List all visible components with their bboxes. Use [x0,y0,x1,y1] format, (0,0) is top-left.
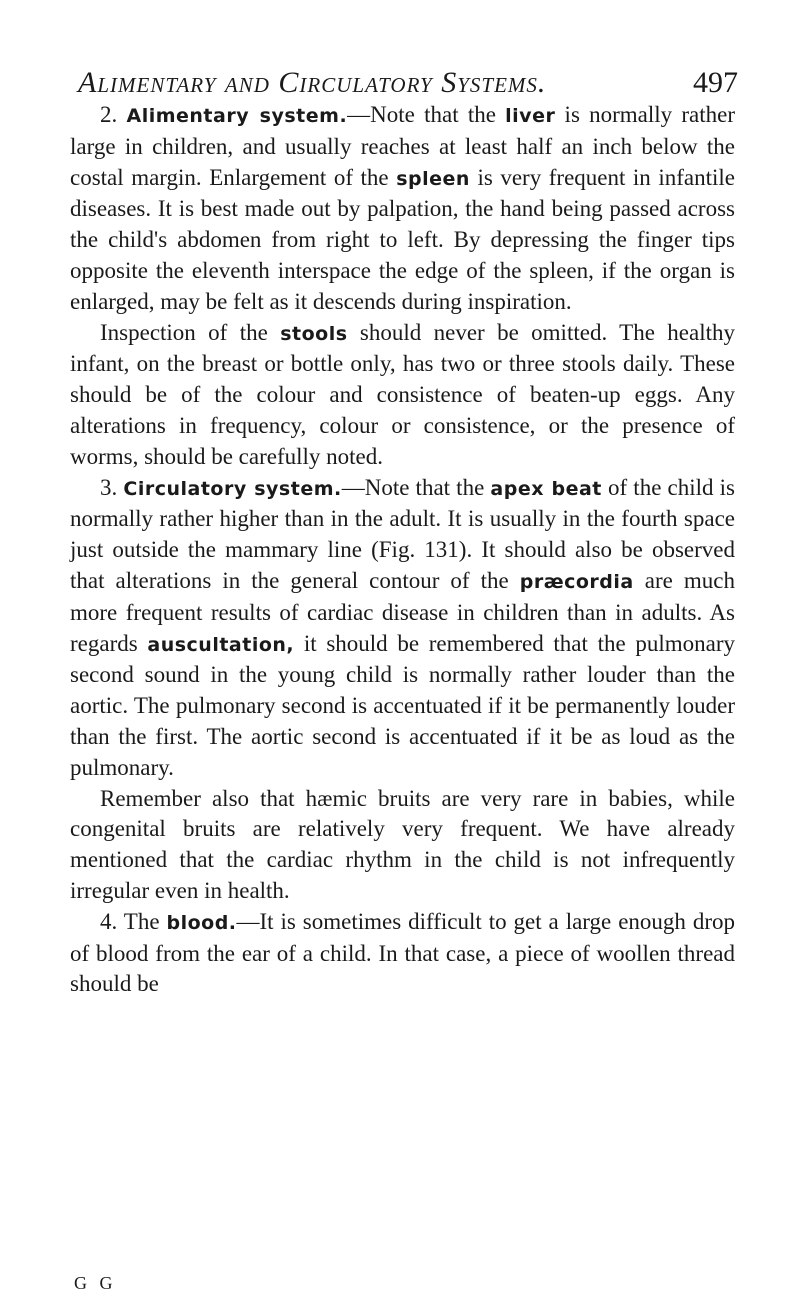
paragraph-circulatory-system [70,473,735,784]
keyword-auscultation: auscultation, [147,633,295,656]
keyword-stools: stools [280,322,348,345]
paragraph-stools [70,318,735,473]
paragraph-text: —It is sometimes difficult to get a large enough drop of blood from the ear of a child. In that case, a piece of woollen thread should be [70,908,735,997]
paragraph-text: Inspection of the [100,319,281,345]
paragraph-alimentary-system [70,100,735,318]
page-number: 497 [693,66,738,99]
paragraph-text: is normally rather large in children, and usually reaches at least half an inch below the costal margin. Enlargement of the [70,102,736,190]
paragraph-remember [70,784,735,907]
paragraph-text: —Note that the [341,474,491,500]
paragraph-text: Remember also that hæmic bruits are very rare in babies, while congenital bruits are relatively very frequent. We have already mentioned that the cardiac rhythm in the child is not infrequently irregular even in health. [70,785,735,903]
paragraph-text: of the child is normally rather higher than in the adult. It is usually in the fourth space just outside the mammary line (Fig. 131). It should also be observed that alterations in the general contour of the [70,474,735,593]
section-heading-circulatory: Circulatory system. [123,477,342,500]
paragraph-text: it should be remembered that the pulmonary second sound in the young child is normally rather louder than the aortic. The pulmonary second is accentuated if it be permanently louder than the first. The aortic second is accentuated if it be as loud as the pulmonary. [70,630,736,780]
section-heading-blood: blood. [166,911,237,934]
paragraph-text: are much more frequent results of cardiac disease in children than in adults. As regards [70,567,735,656]
paragraph-text: should never be omitted. The healthy infant, on the breast or bottle only, has two or three stools daily. These should be of the colour and consistence of beaten-up eggs. Any alterations in frequency, colour or consistence, or the presence of worms, should be carefully noted. [70,319,735,469]
paragraph-text: —Note that the [347,102,506,127]
paragraph-blood [70,907,735,1000]
paragraph-text: is very frequent in infantile diseases. It is best made out by palpation, the hand being passed across the child's abdomen from right to left. By depressing the finger tips opposite the eleventh interspace the edge of the spleen, if the organ is enlarged, may be felt as it descends during inspiration. [70,164,735,314]
section-number: 4. The [100,908,167,934]
keyword-praecordia: præcordia [519,570,634,593]
section-heading-alimentary: Alimentary system. [126,105,348,127]
section-number: 3. [100,474,124,500]
signature-mark: G G [74,1273,117,1293]
keyword-liver: liver [505,105,556,127]
keyword-apex-beat: apex beat [490,477,602,500]
section-number: 2. [100,102,127,127]
running-title: Alimentary and Circulatory Systems. [78,66,547,99]
keyword-spleen: spleen [396,167,470,190]
body-text [70,100,735,1000]
